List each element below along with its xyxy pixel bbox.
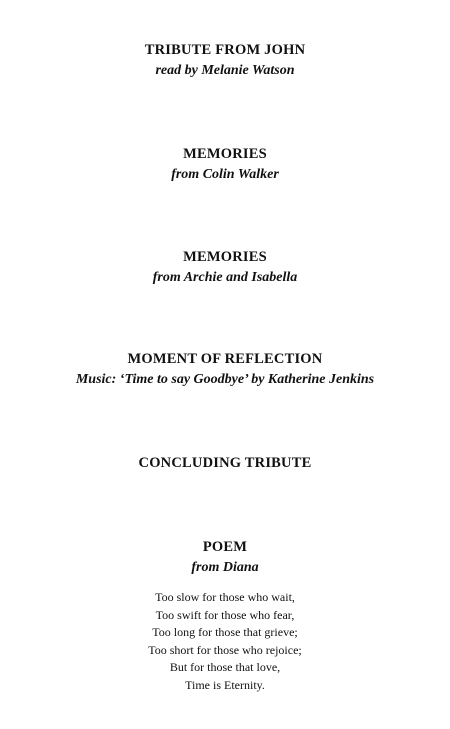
poem-text: [0, 589, 450, 695]
poem-line: But for those that love,: [169, 660, 281, 675]
section-tribute-from-john: [0, 40, 450, 81]
section-heading: MEMORIES: [183, 146, 267, 162]
poem-line: Time is Eternity.: [185, 677, 265, 692]
section-concluding-tribute: [0, 453, 450, 473]
section-heading: MOMENT OF REFLECTION: [127, 351, 323, 367]
section-heading: POEM: [202, 539, 248, 555]
section-subtitle: Music: ‘Time to say Goodbye’ by Katherine Jenkins: [75, 372, 375, 387]
section-subtitle: from Colin Walker: [171, 167, 279, 182]
poem-line: Too slow for those who wait,: [155, 590, 295, 604]
section-heading: TRIBUTE FROM JOHN: [144, 42, 306, 58]
section-subtitle: from Diana: [191, 560, 259, 575]
section-poem: [0, 537, 450, 695]
section-memories-colin: [0, 144, 450, 185]
section-subtitle: from Archie and Isabella: [152, 270, 298, 285]
poem-line: Too swift for those who fear,: [155, 607, 295, 622]
section-subtitle: read by Melanie Watson: [155, 63, 295, 78]
section-moment-of-reflection: [0, 349, 450, 390]
section-heading: CONCLUDING TRIBUTE: [138, 455, 312, 471]
poem-line: Too short for those who rejoice;: [148, 642, 302, 657]
poem-line: Too long for those that grieve;: [152, 625, 298, 640]
section-memories-archie-isabella: [0, 247, 450, 288]
section-heading: MEMORIES: [183, 249, 267, 265]
